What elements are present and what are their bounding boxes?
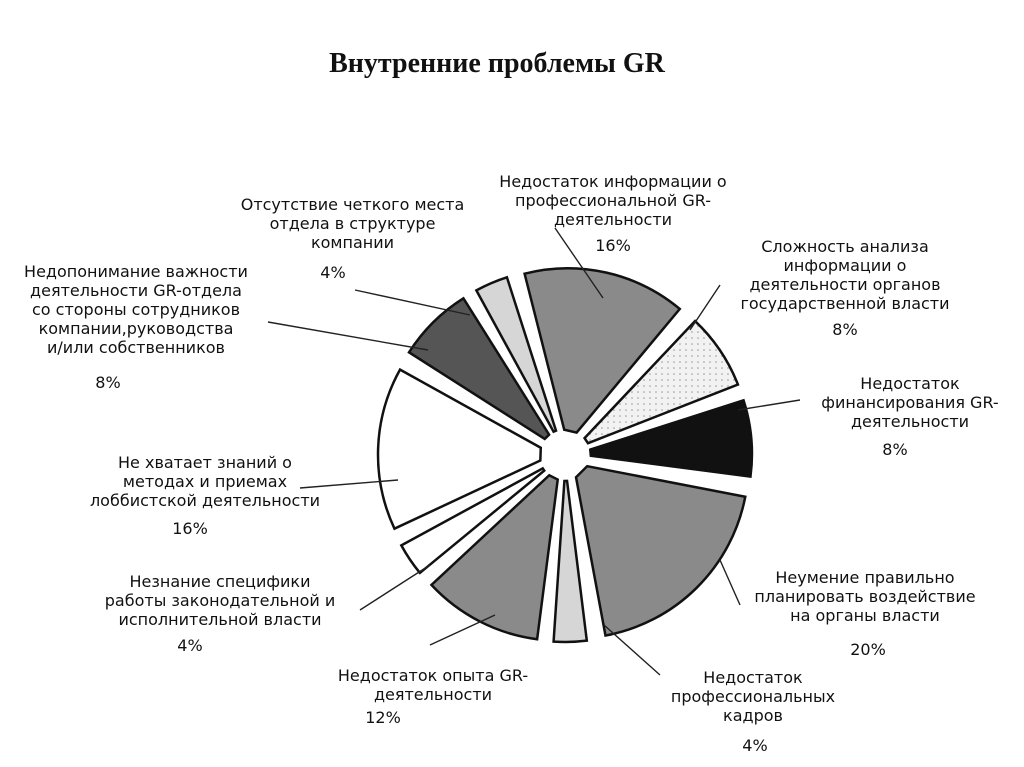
slice-label: Недопонимание важности деятельности GR-отдела со стороны сотрудников компании,руководства и/или собственников xyxy=(24,262,248,357)
slice-value-label: 8% xyxy=(882,440,908,459)
slice-value-label: 4% xyxy=(742,736,768,755)
slice-value-label: 20% xyxy=(850,640,886,659)
slice-label: Недостаток финансирования GR- деятельности xyxy=(821,374,999,431)
slice-label: Неумение правильно планировать воздействие на органы власти xyxy=(754,568,976,625)
slice-label: Недостаток информации о профессиональной GR- деятельности xyxy=(499,172,727,229)
leader-line xyxy=(268,322,428,350)
slice-value-label: 8% xyxy=(832,320,858,339)
slice-value-label: 16% xyxy=(595,236,631,255)
leader-line xyxy=(430,615,495,645)
slice-label: Сложность анализа информации о деятельности органов государственной власти xyxy=(740,237,950,313)
leader-line xyxy=(738,400,800,410)
slice-value-label: 16% xyxy=(172,519,208,538)
slice-value-label: 12% xyxy=(365,708,401,727)
leader-line xyxy=(355,290,470,315)
slice-value-label: 8% xyxy=(95,373,121,392)
slice-label: Отсутствие четкого места отдела в структуре компании xyxy=(240,195,465,252)
slice-label: Недостаток опыта GR- деятельности xyxy=(337,666,529,704)
slice-label: Незнание специфики работы законодательной и исполнительной власти xyxy=(104,572,336,629)
slice-value-label: 4% xyxy=(320,263,346,282)
pie-slice xyxy=(576,466,745,635)
leader-line xyxy=(360,565,430,610)
slice-label: Недостаток профессиональных кадров xyxy=(670,668,836,725)
slice-value-label: 4% xyxy=(177,636,203,655)
slice-label: Не хватает знаний о методах и приемах лоббистской деятельности xyxy=(89,453,321,510)
leader-line xyxy=(690,285,720,330)
chart-title: Внутренние проблемы GR xyxy=(329,48,665,79)
